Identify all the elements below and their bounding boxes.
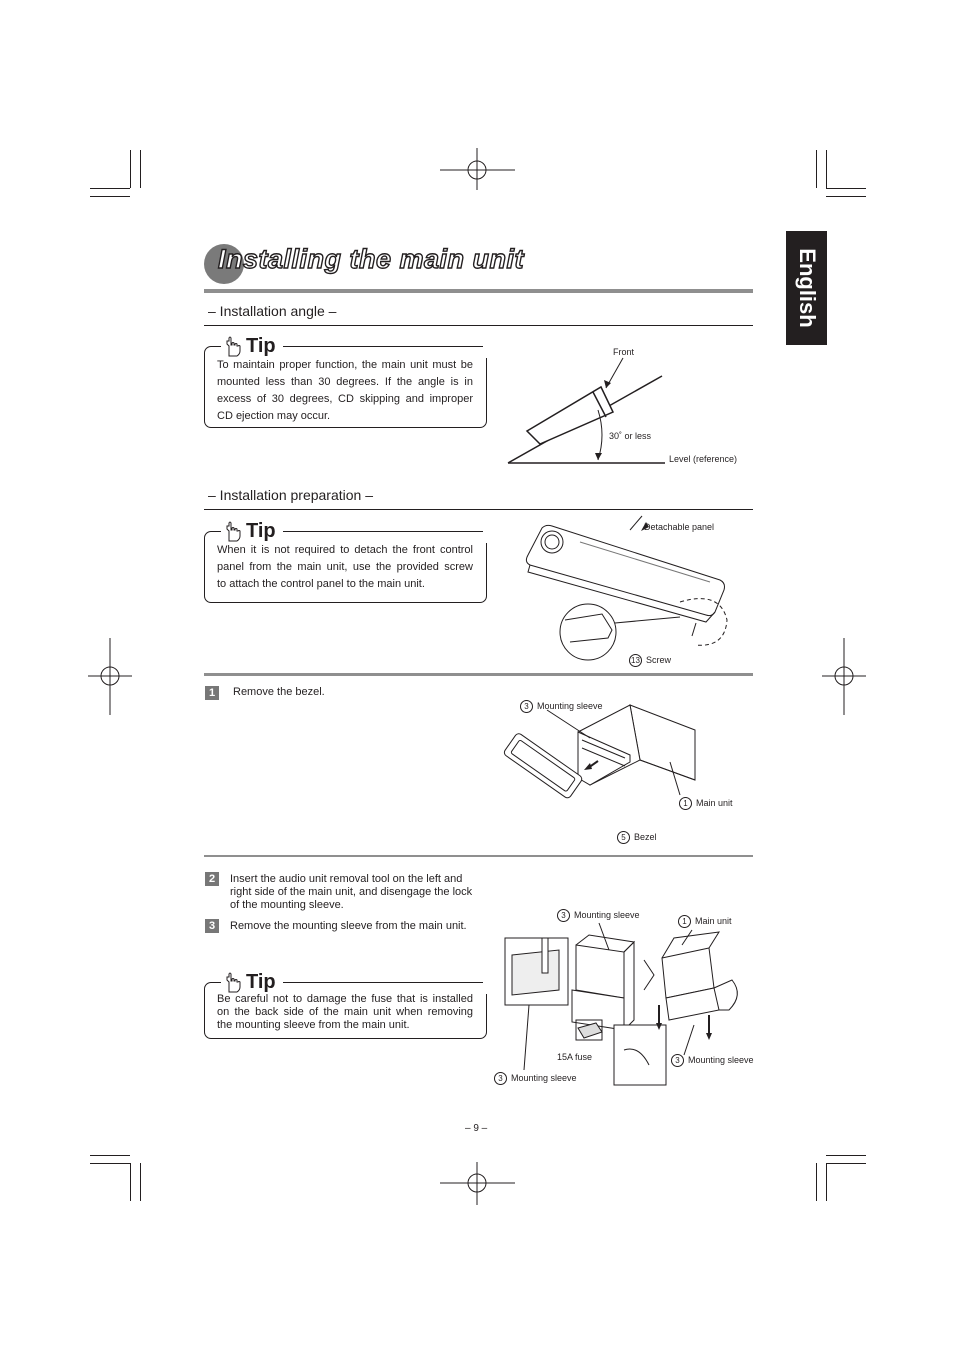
tip-header xyxy=(221,971,487,994)
label-detachable-panel: Detachable panel xyxy=(644,522,715,532)
tip-text-angle xyxy=(217,357,473,425)
section-heading-angle: – Installation angle – xyxy=(208,303,337,319)
step1-text: Remove the bezel. xyxy=(233,686,325,698)
tip-header xyxy=(221,520,487,543)
label-screw xyxy=(629,654,671,667)
tip-line: excess of 30 degrees, CD skipping and improper xyxy=(217,393,473,405)
label-main-unit-2 xyxy=(678,915,732,928)
tip-label: Tip xyxy=(246,971,276,993)
installation-angle-diagram xyxy=(505,340,745,470)
pointing-hand-icon xyxy=(223,336,243,358)
part-number: 5 xyxy=(617,831,630,844)
step-number: 3 xyxy=(205,919,219,933)
pointing-hand-icon xyxy=(223,972,243,994)
label-main-unit xyxy=(679,797,733,810)
step2-line: of the mounting sleeve. xyxy=(230,899,344,911)
label-main-unit-text: Main unit xyxy=(696,797,733,808)
tip-line: CD ejection may occur. xyxy=(217,410,331,422)
language-tab-label: English xyxy=(794,248,820,328)
language-tab xyxy=(786,231,827,345)
section-rule xyxy=(204,509,753,510)
label-level: Level (reference) xyxy=(669,454,738,464)
step-number: 2 xyxy=(205,872,219,886)
tip-line: When it is not required to detach the front control xyxy=(217,544,473,556)
label-mounting-sleeve-bottom xyxy=(494,1072,577,1085)
label-mounting-sleeve-top xyxy=(557,909,640,922)
step2-line: Insert the audio unit removal tool on the left and xyxy=(230,873,463,885)
step-number: 1 xyxy=(205,686,219,700)
tip-line: Be careful not to damage the fuse that is installed xyxy=(217,993,473,1005)
tip-line: to attach the control panel to the main unit. xyxy=(217,578,425,590)
section-heading-prep: – Installation preparation – xyxy=(208,487,373,503)
part-number: 3 xyxy=(671,1054,684,1067)
title-rule xyxy=(204,289,753,293)
step-rule xyxy=(204,673,753,676)
label-mounting-sleeve-top-text: Mounting sleeve xyxy=(574,909,640,920)
label-bezel xyxy=(617,831,657,844)
tip-line: panel from the main unit, use the provided screw xyxy=(217,561,473,573)
label-fuse: 15A fuse xyxy=(557,1052,593,1062)
page-number: – 9 – xyxy=(465,1123,488,1134)
label-mounting-sleeve-right xyxy=(671,1054,754,1067)
part-number: 3 xyxy=(494,1072,507,1085)
tip-text-fuse xyxy=(217,993,473,1032)
page-title: Installing the main unit xyxy=(218,244,525,274)
part-number: 1 xyxy=(678,915,691,928)
part-number: 3 xyxy=(520,700,533,713)
section-rule xyxy=(204,325,753,326)
tip-text-prep xyxy=(217,542,473,593)
bezel-removal-diagram xyxy=(530,700,710,830)
tip-line: mounted less than 30 degrees. If the angle is in xyxy=(217,376,473,388)
part-number: 3 xyxy=(557,909,570,922)
label-mounting-sleeve-bottom-text: Mounting sleeve xyxy=(511,1072,577,1083)
pointing-hand-icon xyxy=(223,521,243,543)
label-main-unit-2-text: Main unit xyxy=(695,915,732,926)
step-rule xyxy=(204,855,753,857)
tip-line: To maintain proper function, the main unit must be xyxy=(217,359,473,371)
sleeve-removal-diagram xyxy=(504,920,744,1115)
step2-line: right side of the main unit, and disengage the lock xyxy=(230,886,473,898)
label-mounting-sleeve xyxy=(520,700,603,713)
tip-label: Tip xyxy=(246,335,276,357)
label-bezel-text: Bezel xyxy=(634,831,657,842)
tip-header xyxy=(221,335,487,358)
label-mounting-sleeve-right-text: Mounting sleeve xyxy=(688,1054,754,1065)
step2-text xyxy=(230,873,490,912)
tip-label: Tip xyxy=(246,520,276,542)
part-number: 1 xyxy=(679,797,692,810)
part-number: 13 xyxy=(629,654,642,667)
step3-text: Remove the mounting sleeve from the main unit. xyxy=(230,920,467,932)
label-mounting-sleeve-text: Mounting sleeve xyxy=(537,700,603,711)
label-screw-text: Screw xyxy=(646,654,672,665)
tip-line: the mounting sleeve from the main unit. xyxy=(217,1019,410,1031)
label-angle: 30˚ or less xyxy=(609,431,652,441)
detachable-panel-diagram xyxy=(520,520,735,665)
tip-line: on the back side of the main unit when removing xyxy=(217,1006,473,1018)
label-front: Front xyxy=(613,347,635,357)
